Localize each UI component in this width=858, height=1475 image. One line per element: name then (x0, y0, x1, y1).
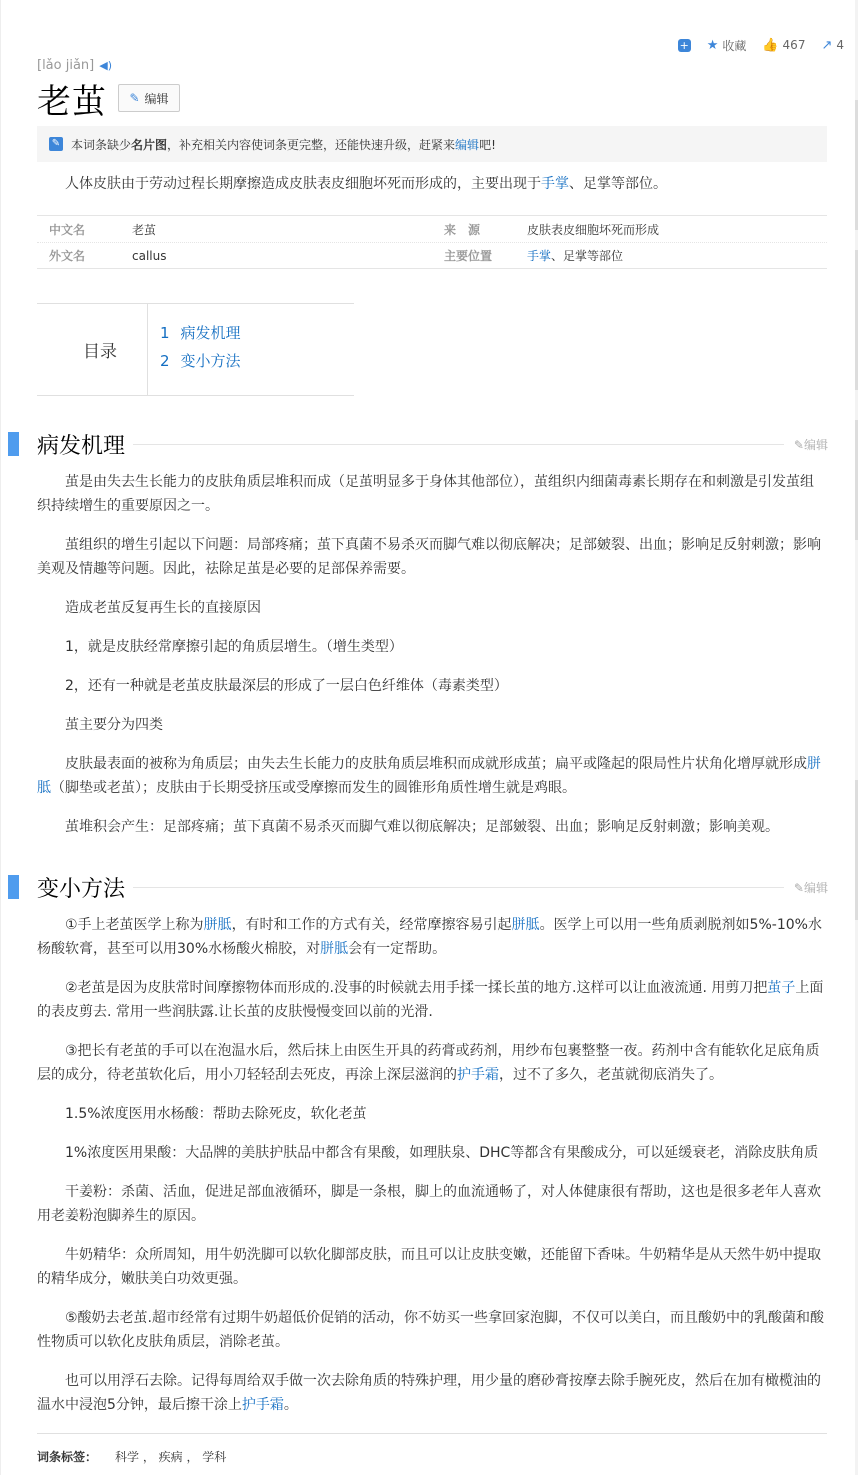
like-count: 467 (782, 38, 806, 52)
paragraph-text: 。 (283, 1397, 298, 1413)
tags-label: 词条标签： (37, 1450, 98, 1464)
info-key: 主要位置 (444, 249, 493, 263)
toc-number: 1 (160, 324, 170, 342)
pencil-icon: ✎ (793, 437, 804, 452)
paragraph-text: ②老茧是因为皮肤常时间摩擦物体而形成的.没事的时候就去用手揉一揉长茧的地方.这样可以让血液流通. 用剪刀把 (65, 980, 768, 996)
tags-list[interactable]: 科学 ， 疾病 ， 学科 (115, 1450, 227, 1464)
share-button[interactable] (821, 38, 844, 53)
paragraph-text: 上面的表皮剪去. 常用一些润肤露.让长茧的皮肤慢慢变回以前的光滑. (37, 980, 824, 1020)
info-value (527, 247, 827, 264)
favorite-label: 收藏 (722, 38, 747, 53)
heading-marker (8, 432, 19, 456)
paragraph: 1，就是皮肤经常摩擦引起的角质层增生。（增生类型） (65, 639, 403, 655)
pencil-icon: ✎ (793, 880, 804, 895)
info-value: 老茧 (132, 222, 157, 237)
paragraph (37, 1039, 827, 1087)
paragraph: 牛奶精华：众所周知，用牛奶洗脚可以软化脚部皮肤，而且可以让皮肤变嫩，还能留下香味。牛奶精华是从天然牛奶中提取的精华成分，嫩肤美白功效更强。 (37, 1247, 821, 1287)
link-hand-cream[interactable]: 护手霜 (457, 1067, 499, 1083)
notice-prefix: 本词条缺少 (71, 137, 132, 152)
summary-text-end: 、足掌等部位。 (569, 176, 667, 192)
section-title: 变小方法 (37, 876, 126, 902)
pencil-icon: ✎ (129, 91, 140, 105)
section-edit-label: 编辑 (803, 437, 828, 452)
heading-marker (8, 875, 19, 899)
notice-suffix: 吧! (479, 137, 496, 152)
link-callus[interactable]: 胼胝 (203, 917, 232, 933)
section-heading (8, 430, 828, 458)
section-title: 病发机理 (37, 433, 126, 459)
toc-item[interactable] (160, 350, 241, 378)
pinyin-text: [lǎo jiǎn] (37, 58, 95, 73)
entry-tags (37, 1433, 827, 1465)
like-button[interactable] (762, 38, 805, 53)
paragraph: 1%浓度医用果酸：大品牌的美肤护肤品中都含有果酸，如理肤泉、DHC等都含有果酸成分，可以延缓衰老，消除皮肤角质 (65, 1145, 819, 1161)
share-icon: ↗ (821, 37, 833, 53)
thumbs-up-icon: 👍 (762, 37, 779, 53)
toc-list (147, 304, 241, 395)
paragraph: 茧主要分为四类 (65, 717, 163, 733)
notice-bold: 名片图 (131, 137, 168, 152)
section-edit-button[interactable] (794, 436, 828, 453)
paragraph-text: 也可以用浮石去除。记得每周给双手做一次去除角质的特殊护理，用少量的磨砂膏按摩去除手腕死皮，然后在加有橄榄油的温水中浸泡5分钟，最后擦干涂上 (37, 1373, 821, 1413)
paragraph: 造成老茧反复再生长的直接原因 (65, 600, 261, 616)
add-button[interactable] (678, 39, 691, 52)
table-of-contents (37, 303, 354, 396)
section-edit-label: 编辑 (803, 880, 828, 895)
paragraph: 2，还有一种就是老茧皮肤最深层的形成了一层白色纤维体（毒素类型） (65, 678, 508, 694)
link-palm[interactable]: 手掌 (541, 176, 569, 192)
toc-label: 变小方法 (180, 352, 241, 370)
basic-info-table (37, 215, 827, 269)
edit-button-label: 编辑 (144, 91, 169, 106)
paragraph-text: 会有一定帮助。 (348, 941, 447, 957)
link-hand-cream[interactable]: 护手霜 (241, 1397, 284, 1413)
paragraph: ⑤酸奶去老茧.超市经常有过期牛奶超低价促销的活动，你不妨买一些拿回家泡脚，不仅可以美白，而且酸奶中的乳酸菌和酸性物质可以软化皮肤角质层，消除老茧。 (37, 1310, 824, 1350)
info-value: callus (132, 248, 167, 263)
paragraph-text: ，有时和工作的方式有关，经常摩擦容易引起 (231, 917, 512, 933)
info-key: 来 源 (444, 222, 481, 237)
paragraph-text: 皮肤最表面的被称为角质层；由失去生长能力的皮肤角质层堆积而成就形成茧；扁平或隆起的限局性片状角化增厚就形成 (65, 756, 807, 772)
heading-divider (133, 887, 784, 888)
paragraph-text: ，过不了多久，老茧就彻底消失了。 (499, 1067, 723, 1083)
paragraph: 1.5%浓度医用水杨酸：帮助去除死皮，软化老茧 (65, 1106, 367, 1122)
paragraph: 茧组织的增生引起以下问题：局部疼痛；茧下真菌不易杀灭而脚气难以彻底解决；足部皴裂、出血；影响足反射刺激；影响美观及情趣等问题。因此，祛除足茧是必要的足部保养需要。 (37, 537, 821, 577)
paragraph (37, 752, 827, 800)
link-callus[interactable]: 胼胝 (320, 941, 349, 957)
missing-image-notice (37, 126, 827, 162)
info-row (37, 216, 827, 242)
top-toolbar (662, 36, 844, 54)
paragraph: 干姜粉：杀菌、活血，促进足部血液循环，脚是一条根，脚上的血流通畅了，对人体健康很有帮助，这也是很多老年人喜欢用老姜粉泡脚养生的原因。 (37, 1184, 821, 1224)
summary (37, 172, 827, 196)
section-heading (8, 873, 828, 901)
heading-divider (133, 444, 784, 445)
paragraph (37, 976, 827, 1024)
notice-middle: ，补充相关内容使词条更完整，还能快速升级，赶紧来 (167, 137, 456, 152)
link-callus-2[interactable]: 茧子 (767, 980, 796, 996)
summary-text: 人体皮肤由于劳动过程长期摩擦造成皮肤表皮细胞坏死而形成的，主要出现于 (65, 176, 541, 192)
paragraph: 茧堆积会产生：足部疼痛；茧下真菌不易杀灭而脚气难以彻底解决；足部皴裂、出血；影响足反射刺激；影响美观。 (65, 819, 779, 835)
info-row (37, 242, 827, 268)
toc-item[interactable] (160, 322, 241, 350)
paragraph: 茧是由失去生长能力的皮肤角质层堆积而成（足茧明显多于身体其他部位），茧组织内细菌毒素长期存在和刺激是引发茧组织持续增生的重要原因之一。 (37, 474, 814, 514)
edit-note-icon: ✎ (49, 137, 63, 151)
notice-edit-link[interactable]: 编辑 (455, 137, 480, 152)
info-key: 外文名 (49, 249, 86, 263)
page-title: 老茧 (37, 82, 107, 122)
link-callus[interactable]: 胼胝 (511, 917, 540, 933)
toc-number: 2 (160, 352, 170, 370)
link-palm-info[interactable]: 手掌 (527, 249, 552, 263)
info-key: 中文名 (49, 222, 86, 237)
toc-label: 病发机理 (180, 324, 241, 342)
info-value: 皮肤表皮细胞坏死而形成 (527, 222, 660, 237)
speaker-icon[interactable]: ◀) (99, 59, 113, 72)
paragraph-text: ①手上老茧医学上称为 (65, 917, 204, 933)
plus-icon: + (679, 38, 689, 52)
favorite-button[interactable] (707, 37, 747, 54)
paragraph-text: （脚垫或老茧）；皮肤由于长期受挤压或受摩擦而发生的圆锥形角质性增生就是鸡眼。 (51, 780, 576, 796)
paragraph (37, 913, 827, 961)
section-edit-button[interactable] (794, 879, 828, 896)
paragraph (37, 1369, 827, 1417)
paragraph-text: ③把长有老茧的手可以在泡温水后，然后抹上由医生开具的药膏或药剂，用纱布包裹整整一夜。药剂中含有能软化足底角质层的成分，待老茧软化后，用小刀轻轻刮去死皮，再涂上深层滋润的 (37, 1043, 820, 1083)
toc-title: 目录 (37, 304, 147, 395)
pinyin (37, 58, 112, 73)
edit-button[interactable] (118, 84, 180, 112)
star-icon: ★ (706, 37, 719, 53)
link-callus[interactable]: 胼胝 (37, 756, 821, 796)
share-count: 4 (836, 38, 844, 52)
paragraph-text: 。医学上可以用一些角质剥脱剂如5%-10%水杨酸软膏，甚至可以用30%水杨酸火棉胶，对 (37, 917, 822, 957)
info-value-rest: 、足掌等部位 (551, 249, 624, 263)
